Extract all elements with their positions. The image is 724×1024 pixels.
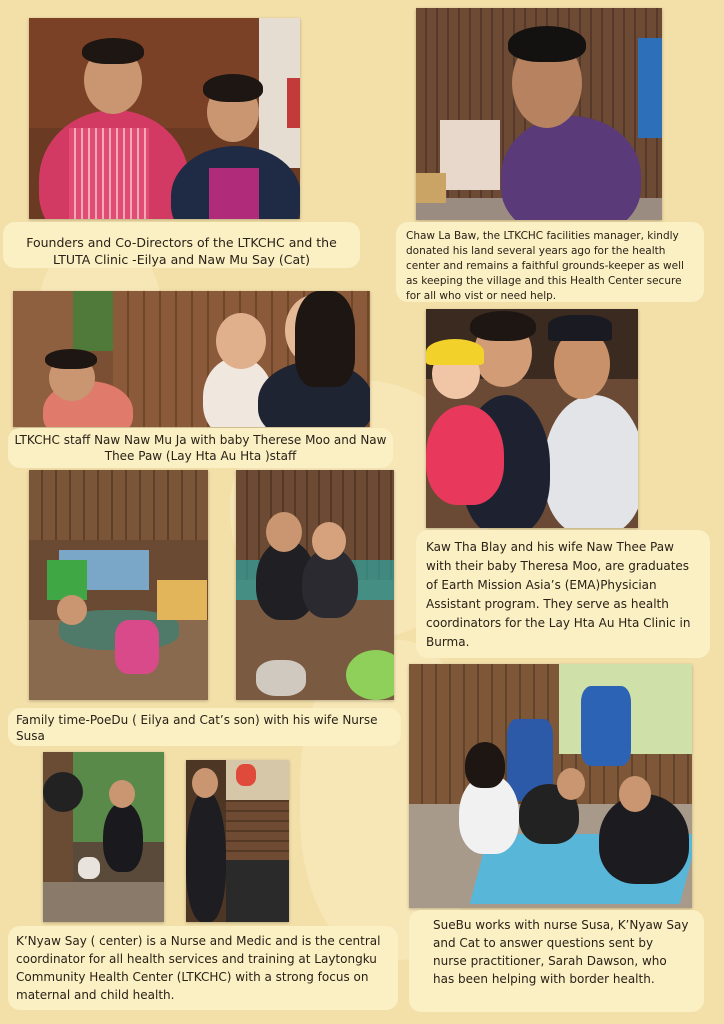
caption-suebu (409, 910, 704, 1012)
caption-staff (8, 428, 393, 468)
caption-founders (3, 222, 360, 268)
caption-health-coordinators-text: Kaw Tha Blay and his wife Naw Thee Paw with their baby Theresa Moo, are graduates of Earth Mission Asia’s (EMA)Physician Assistant program. They serve as health coordinators for the Lay Hta Au Hta Clinic in Burma. (426, 540, 691, 649)
photo-founders (29, 18, 300, 219)
photo-staff-with-baby (13, 291, 370, 427)
caption-family (8, 708, 401, 746)
photo-facilities-manager (416, 8, 662, 220)
caption-founders-text: Founders and Co-Directors of the LTKCHC and the LTUTA Clinic -Eilya and Naw Mu Say (Cat) (26, 235, 337, 267)
caption-family-text: Family time-PoeDu ( Eilya and Cat’s son) with his wife Nurse Susa (16, 713, 378, 743)
caption-facilities-manager (396, 222, 704, 302)
caption-suebu-text: SueBu works with nurse Susa, K’Nyaw Say and Cat to answer questions sent by nurse practitioner, Sarah Dawson, who has been helping with border health. (433, 918, 689, 986)
photo-family-couple (236, 470, 394, 700)
photo-family-room (29, 470, 208, 700)
photo-suebu-group (409, 664, 692, 908)
caption-nurse-medic-text: K’Nyaw Say ( center) is a Nurse and Medic and is the central coordinator for all health services and training at Laytongku Community Health Center (LTKCHC) with a strong focus on maternal and child health. (16, 934, 381, 1002)
caption-health-coordinators (416, 530, 710, 658)
photo-health-coordinators (426, 309, 638, 528)
caption-staff-text: LTKCHC staff Naw Naw Mu Ja with baby Therese Moo and Naw Thee Paw (Lay Hta Au Hta )staff (14, 433, 387, 463)
caption-nurse-medic (8, 926, 398, 1010)
caption-facilities-manager-text: Chaw La Baw, the LTKCHC facilities manager, kindly donated his land several years ago for the health center and remains a faithful grounds-keeper as well as keeping the village and this Health Center secure for all who vist or need help. (406, 230, 684, 302)
photo-nurse-medic-cooking (43, 752, 164, 922)
photo-nurse-medic-stove (186, 760, 289, 922)
